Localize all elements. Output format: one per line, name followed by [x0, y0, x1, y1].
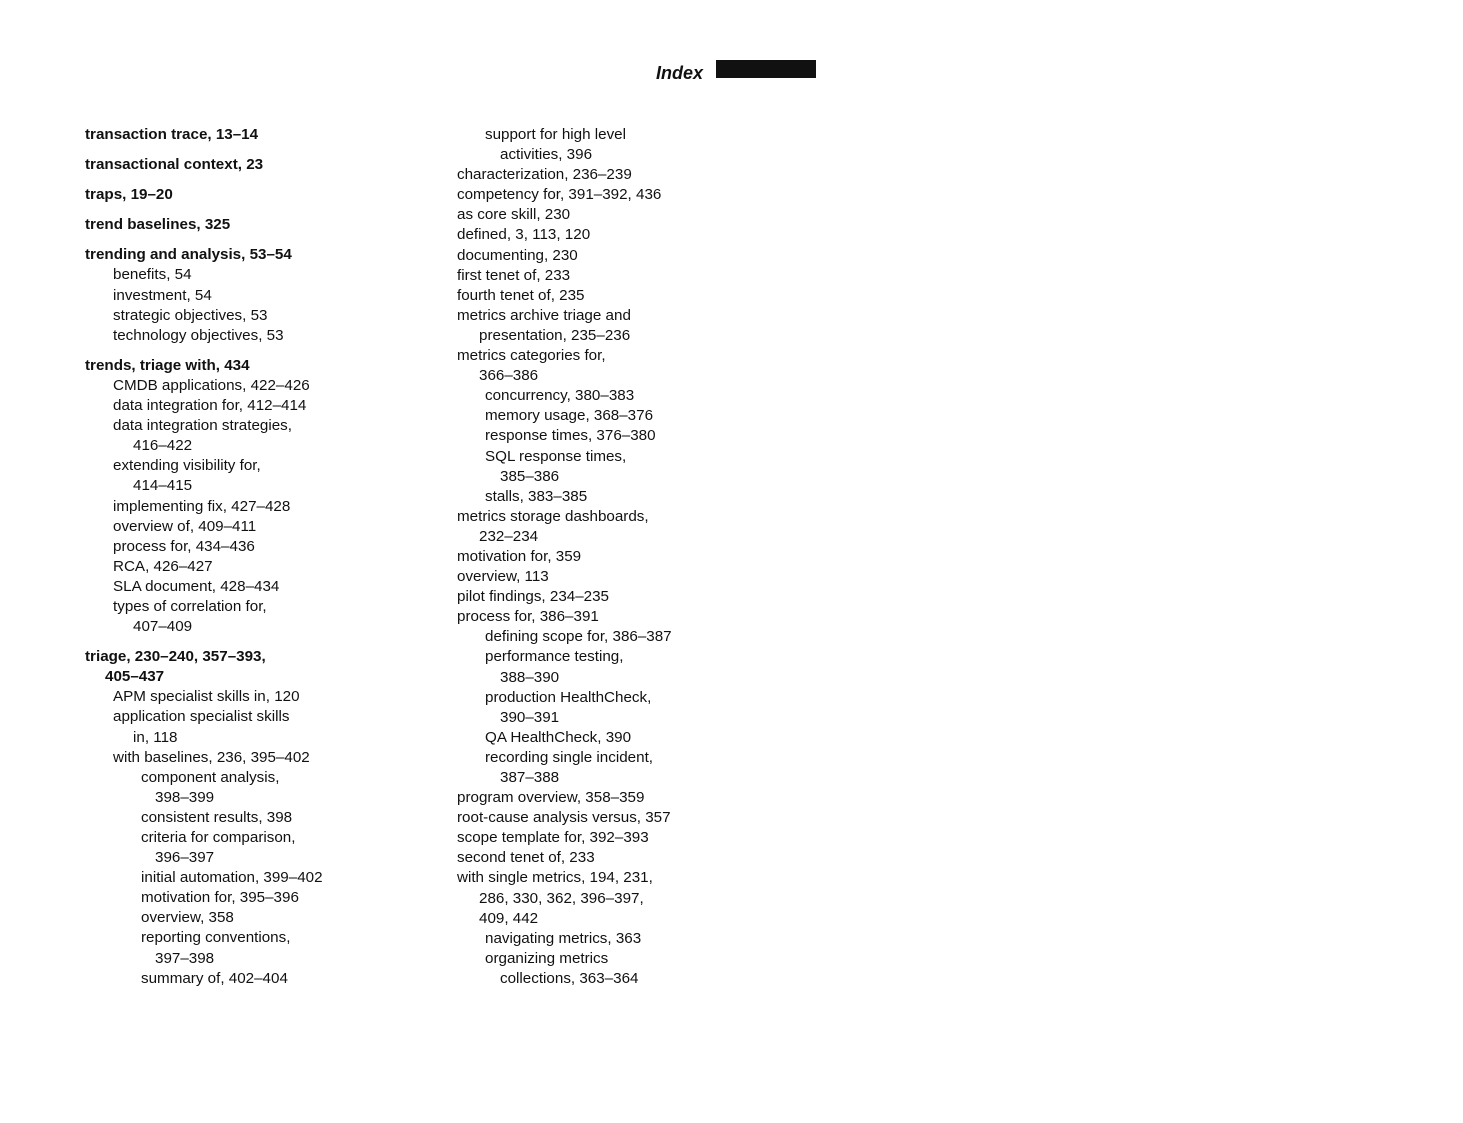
index-subentry: investment, 54 [113, 286, 212, 304]
index-subentry: benefits, 54 [113, 266, 192, 284]
index-subentry: application specialist skills [113, 708, 290, 726]
index-subsubentry-continued: 398–399 [155, 788, 215, 806]
index-entry: transaction trace, 13–14 [85, 126, 259, 143]
index-subsubentry: criteria for comparison, [141, 829, 296, 846]
index-subentry: motivation for, 359 [457, 547, 582, 565]
index-subentry: characterization, 236–239 [457, 166, 632, 184]
index-subentry: with baselines, 236, 395–402 [113, 748, 310, 766]
index-entry: traps, 19–20 [85, 186, 173, 204]
running-head-title: Index [655, 63, 703, 83]
index-subsubentry: navigating metrics, 363 [485, 929, 642, 947]
index-subsubentry: organizing metrics [485, 949, 609, 967]
index-subentry: fourth tenet of, 235 [457, 286, 585, 304]
index-subentry: data integration for, 412–414 [113, 397, 307, 415]
index-subentry-continued: in, 118 [133, 728, 178, 746]
index-subentry: process for, 434–436 [113, 537, 255, 555]
index-subentry: first tenet of, 233 [457, 266, 571, 284]
index-entry: triage, 230–240, 357–393, [85, 648, 266, 666]
index-subentry: with single metrics, 194, 231, [457, 869, 653, 887]
index-subsubentry: motivation for, 395–396 [141, 889, 299, 907]
index-subentry: strategic objectives, 53 [113, 306, 268, 324]
index-subsubentry-continued: 397–398 [155, 949, 215, 967]
index-subentry: metrics categories for, [457, 347, 606, 365]
index-subsubentry: memory usage, 368–376 [485, 407, 654, 425]
index-subentry: overview of, 409–411 [113, 517, 257, 535]
index-subentry: as core skill, 230 [457, 206, 571, 224]
index-subentry: types of correlation for, [113, 597, 267, 615]
index-subentry: technology objectives, 53 [113, 326, 284, 344]
index-subentry: documenting, 230 [457, 246, 578, 264]
index-subsubentry-continued: activities, 396 [500, 146, 593, 164]
index-subsubentry: defining scope for, 386–387 [485, 628, 672, 646]
index-subentry-continued: 232–234 [479, 527, 539, 545]
index-subentry-continued: 409, 442 [479, 909, 539, 927]
index-subentry: data integration strategies, [113, 417, 292, 435]
index-entry: transactional context, 23 [85, 156, 264, 174]
index-subentry: defined, 3, 113, 120 [457, 226, 591, 244]
index-subentry: process for, 386–391 [457, 608, 599, 626]
index-subentry: SLA document, 428–434 [113, 577, 280, 595]
page-number-tab [716, 60, 1463, 78]
index-subsubentry: QA HealthCheck, 390 [485, 728, 632, 746]
index-subentry: scope template for, 392–393 [457, 829, 649, 847]
index-subentry-continued: 366–386 [479, 367, 539, 385]
index-subsubentry: initial automation, 399–402 [141, 869, 323, 887]
index-subentry: implementing fix, 427–428 [113, 497, 291, 515]
index-subsubentry: overview, 358 [141, 909, 234, 927]
index-subentry: metrics archive triage and [457, 306, 631, 324]
index-subsubentry: summary of, 402–404 [141, 969, 288, 987]
index-entry: trends, triage with, 434 [85, 356, 250, 374]
index-subsubentry: support for high level [485, 126, 626, 143]
index-subsubentry: production HealthCheck, [485, 688, 652, 706]
index-subsubentry-continued: 385–386 [500, 467, 560, 485]
index-subsubentry: reporting conventions, [141, 929, 291, 947]
index-subentry: metrics storage dashboards, [457, 507, 649, 525]
index-subsubentry: component analysis, [141, 768, 280, 786]
index-subsubentry-continued: 387–388 [500, 769, 560, 786]
index-subsubentry: SQL response times, [485, 447, 627, 465]
index-subsubentry: consistent results, 398 [141, 808, 293, 826]
index-entry: trend baselines, 325 [85, 216, 231, 234]
index-subentry: pilot findings, 234–235 [457, 588, 609, 606]
index-subentry-continued: 414–415 [133, 477, 193, 495]
index-subsubentry: concurrency, 380–383 [485, 387, 635, 405]
index-subentry-continued: 416–422 [133, 437, 193, 455]
index-subsubentry: response times, 376–380 [485, 427, 656, 445]
index-subentry: overview, 113 [457, 568, 549, 586]
index-subsubentry: recording single incident, [485, 748, 654, 766]
index-subentry: CMDB applications, 422–426 [113, 376, 310, 394]
index-subsubentry-continued: collections, 363–364 [500, 969, 639, 987]
index-column-left [85, 125, 425, 989]
running-head [0, 60, 1463, 83]
index-subentry: program overview, 358–359 [457, 789, 645, 807]
index-subentry-continued: 407–409 [133, 618, 193, 636]
index-subsubentry-continued: 390–391 [500, 708, 560, 726]
index-entry: trending and analysis, 53–54 [85, 246, 292, 264]
index-column-right [457, 125, 802, 989]
page-number: 481 [1443, 61, 1463, 75]
index-subsubentry: stalls, 383–385 [485, 487, 588, 505]
index-entry-continued: 405–437 [105, 668, 165, 686]
index-subentry-continued: presentation, 235–236 [479, 326, 631, 344]
index-subentry: root-cause analysis versus, 357 [457, 809, 671, 827]
index-subsubentry-continued: 396–397 [155, 849, 215, 867]
index-subsubentry: performance testing, [485, 648, 624, 666]
index-subsubentry-continued: 388–390 [500, 668, 560, 686]
index-subentry: second tenet of, 233 [457, 849, 595, 867]
index-subentry: APM specialist skills in, 120 [113, 688, 300, 706]
index-subentry-continued: 286, 330, 362, 396–397, [479, 889, 644, 907]
index-subentry: competency for, 391–392, 436 [457, 186, 662, 204]
index-subentry: extending visibility for, [113, 457, 261, 475]
index-subentry: RCA, 426–427 [113, 557, 213, 575]
